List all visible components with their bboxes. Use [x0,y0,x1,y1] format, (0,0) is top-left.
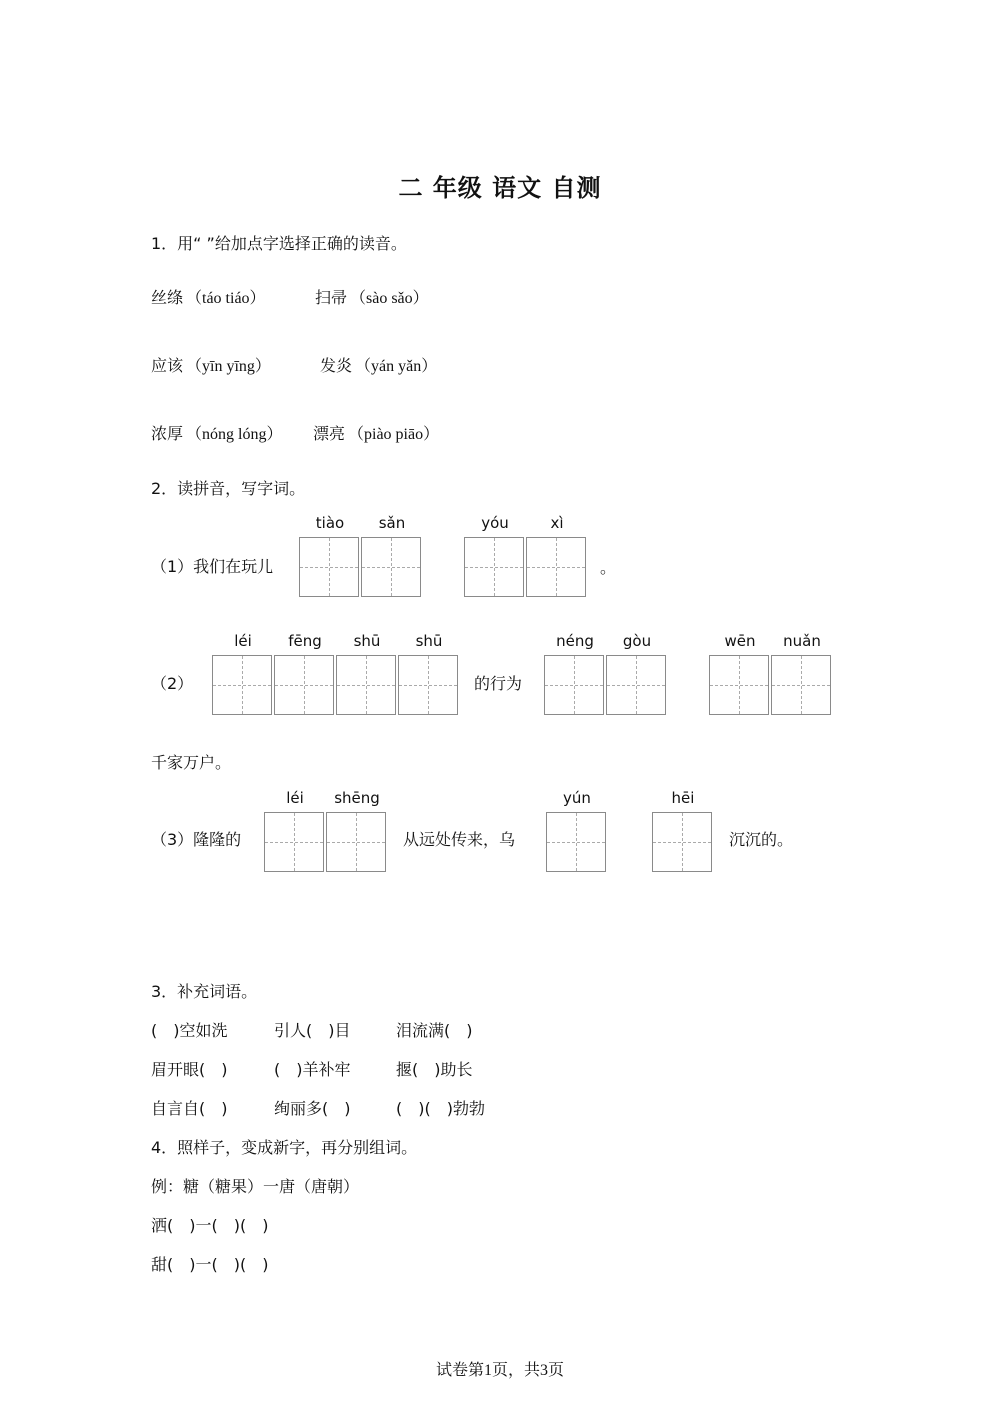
q1-word: 浓厚 [151,424,184,443]
pinyin-label: yún [563,789,591,807]
writing-box[interactable] [606,655,666,715]
pinyin-label: fēng [288,632,322,650]
q4-line[interactable]: 甜( )一( )( ) [151,1255,269,1274]
q2-s3-suffix: 沉沉的。 [729,830,794,849]
pinyin-label: léi [234,632,252,650]
writing-box[interactable] [299,537,359,597]
writing-box[interactable] [546,812,606,872]
pinyin-label: gòu [622,632,652,650]
q1-word: 扫帚 [315,288,348,307]
idiom-item[interactable]: 绚丽多( ) [274,1099,351,1118]
q1-options[interactable]: （yán yǎn） [355,358,438,375]
q1-options[interactable]: （sào sǎo） [350,290,429,307]
writing-box[interactable] [361,537,421,597]
pinyin-label: yóu [481,514,509,532]
writing-box[interactable] [771,655,831,715]
idiom-item[interactable]: ( )羊补牢 [274,1060,351,1079]
pinyin-label: shēng [334,789,380,807]
writing-box[interactable] [464,537,524,597]
writing-box[interactable] [336,655,396,715]
pinyin-label: shū [353,632,381,650]
writing-box[interactable] [652,812,712,872]
q2-s2-continuation: 千家万户。 [151,753,232,772]
q4-line[interactable]: 洒( )一( )( ) [151,1216,269,1235]
q1-heading: 1．用“ ”给加点字选择正确的读音。 [151,234,407,253]
pinyin-label: nuǎn [783,632,821,650]
q2-s3-mid: 从远处传来，乌 [403,830,516,849]
idiom-item[interactable]: ( )空如洗 [151,1021,228,1040]
q1-options[interactable]: （yīn yīng） [186,358,271,375]
q1-options[interactable]: （nóng lóng） [186,426,283,443]
page-title: 二 年级 语文 自测 [398,174,602,202]
pinyin-label: hēi [671,789,695,807]
pinyin-label: shū [415,632,443,650]
writing-box[interactable] [526,537,586,597]
writing-box[interactable] [264,812,324,872]
writing-box[interactable] [398,655,458,715]
writing-box[interactable] [709,655,769,715]
writing-box[interactable] [212,655,272,715]
page-footer: 试卷第1页，共3页 [435,1362,564,1379]
idiom-item[interactable]: 泪流满( ) [396,1021,473,1040]
idiom-item[interactable]: 引人( )目 [274,1021,351,1040]
q2-heading: 2．读拼音，写字词。 [151,479,306,498]
q1-options[interactable]: （piào piāo） [348,426,440,443]
writing-box[interactable] [326,812,386,872]
pinyin-label: xì [550,514,564,532]
q2-s3-prefix: （3）隆隆的 [151,830,242,849]
idiom-item[interactable]: 眉开眼( ) [151,1060,228,1079]
pinyin-label: sǎn [378,514,406,532]
q1-word: 发炎 [320,356,353,375]
q1-word: 丝绦 [151,288,184,307]
pinyin-label: wēn [724,632,756,650]
pinyin-label: tiào [315,514,345,532]
q1-options[interactable]: （táo tiáo） [186,290,266,307]
q2-s1-suffix: 。 [600,558,617,577]
q2-s1-prefix: （1）我们在玩儿 [151,557,274,576]
q4-heading: 4．照样子，变成新字，再分别组词。 [151,1138,418,1157]
pinyin-label: néng [556,632,594,650]
idiom-item[interactable]: 自言自( ) [151,1099,228,1118]
q1-word: 漂亮 [313,424,346,443]
writing-box[interactable] [544,655,604,715]
q2-s2-prefix: （2） [151,674,194,693]
q4-example: 例：糖（糖果）一唐（唐朝） [151,1177,360,1196]
idiom-item[interactable]: ( )( )勃勃 [396,1099,485,1118]
q1-word: 应该 [151,356,184,375]
q2-s2-mid: 的行为 [474,674,523,693]
writing-box[interactable] [274,655,334,715]
idiom-item[interactable]: 揠( )助长 [396,1060,473,1079]
q3-heading: 3．补充词语。 [151,982,258,1001]
pinyin-label: léi [286,789,304,807]
